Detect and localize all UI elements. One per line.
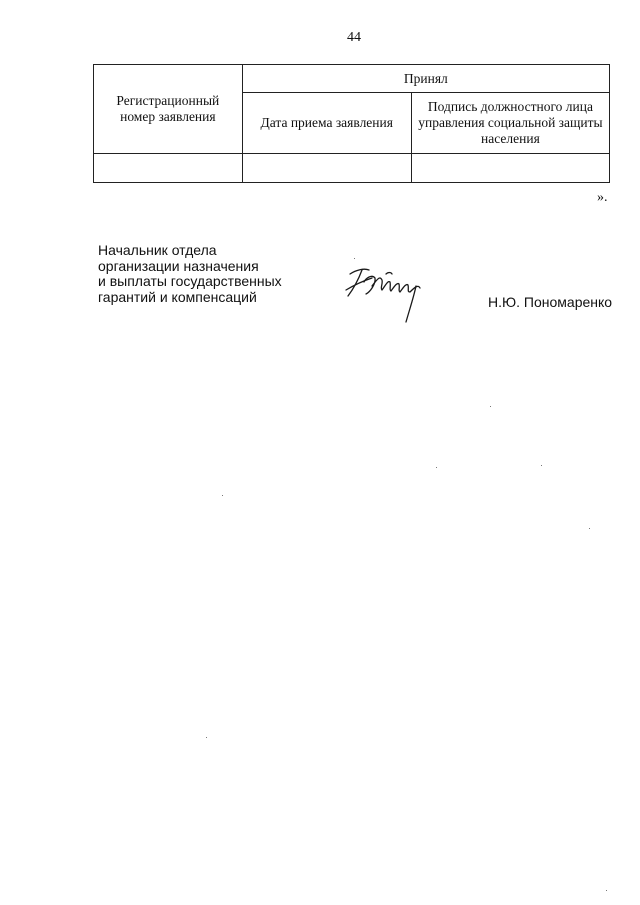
closing-quote: ». <box>597 190 608 205</box>
position-line: Начальник отдела <box>98 242 217 258</box>
table-cell <box>411 154 609 183</box>
table-row <box>94 154 610 183</box>
header-acceptance-date: Дата приема заявления <box>242 93 411 154</box>
position-line: и выплаты государственных <box>98 273 282 289</box>
signer-name: Н.Ю. Пономаренко <box>488 294 613 310</box>
handwritten-signature <box>342 256 432 328</box>
page-number: 44 <box>347 30 361 45</box>
position-title <box>98 243 282 305</box>
header-registration-number: Регистрационный номер заявления <box>94 65 243 154</box>
position-line: организации назначения <box>98 257 259 274</box>
table-cell <box>242 154 411 183</box>
table-cell <box>94 154 243 183</box>
position-line: гарантий и компенсаций <box>98 288 257 305</box>
header-accepted-group: Принял <box>242 65 609 93</box>
registration-table <box>93 64 610 183</box>
header-official-signature: Подпись должностного лица управления социальной защиты населения <box>411 93 609 154</box>
